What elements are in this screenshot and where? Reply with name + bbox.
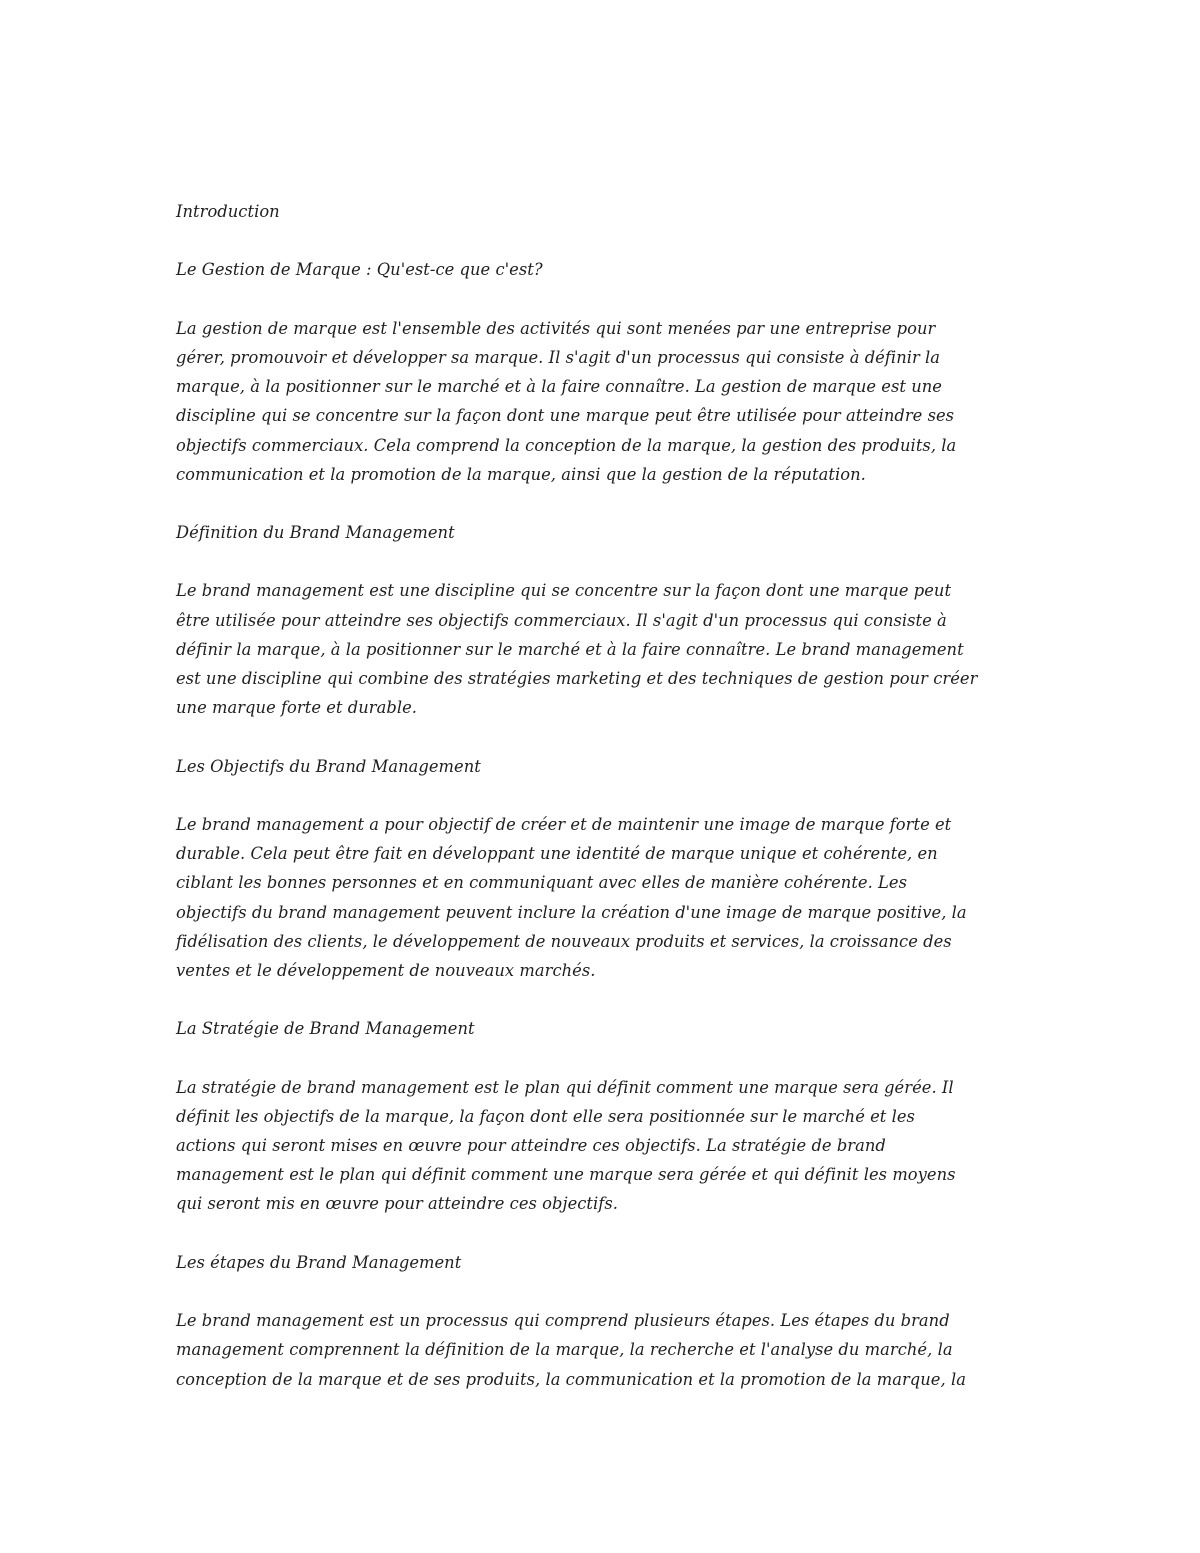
spacer [176,722,1026,751]
spacer [176,985,1026,1014]
paragraph-line: définit les objectifs de la marque, la façon dont elle sera positionnée sur le marché et les [176,1106,915,1126]
paragraph-line: une marque forte et durable. [176,698,417,718]
spacer [176,781,1026,810]
paragraph-line: objectifs du brand management peuvent inclure la création d'une image de marque positive, la [176,902,967,922]
section-heading: Le Gestion de Marque : Qu'est-ce que c'est? [176,260,543,280]
paragraph-line: définir la marque, à la positionner sur le marché et à la faire connaître. Le brand management [176,639,964,659]
paragraph-line: est une discipline qui combine des stratégies marketing et des techniques de gestion pour créer [176,669,978,688]
paragraph-line: gérer, promouvoir et développer sa marque. Il s'agit d'un processus qui consiste à définir la [176,347,941,367]
paragraph-line: être utilisée pour atteindre ses objectifs commerciaux. Il s'agit d'un processus qui consiste à [176,610,947,630]
spacer [176,1043,1026,1072]
paragraph-line: management est le plan qui définit comment une marque sera gérée et qui définit les moyens [176,1165,956,1185]
spacer [176,1219,1026,1248]
spacer [176,226,1026,255]
paragraph-line: La gestion de marque est l'ensemble des activités qui sont menées par une entreprise pour [176,318,936,338]
paragraph-line: Le brand management est un processus qui comprend plusieurs étapes. Les étapes du brand [176,1311,950,1331]
paragraph-line: qui seront mis en œuvre pour atteindre ces objectifs. [176,1194,618,1214]
paragraph-line: communication et la promotion de la marque, ainsi que la gestion de la réputation. [176,464,866,484]
paragraph-line: discipline qui se concentre sur la façon dont une marque peut être utilisée pour atteindre ses [176,406,955,426]
spacer [176,285,1026,314]
spacer [176,547,1026,576]
section-heading: Les Objectifs du Brand Management [176,756,481,776]
paragraph-line: objectifs commerciaux. Cela comprend la conception de la marque, la gestion des produits, la [176,435,957,455]
paragraph-line: ventes et le développement de nouveaux marchés. [176,960,596,980]
paragraph-line: Le brand management est une discipline qui se concentre sur la façon dont une marque peut [176,581,952,601]
intro-heading: Introduction [176,202,280,221]
section-heading: Définition du Brand Management [176,523,455,543]
paragraph-line: marque, à la positionner sur le marché et à la faire connaître. La gestion de marque est une [176,377,942,397]
document-body [176,197,1026,1394]
section-heading: Les étapes du Brand Management [176,1252,462,1272]
section-heading: La Stratégie de Brand Management [176,1019,475,1039]
paragraph-line: durable. Cela peut être fait en développant une identité de marque unique et cohérente, en [176,844,938,864]
paragraph-line: ciblant les bonnes personnes et en communiquant avec elles de manière cohérente. Les [176,873,908,893]
paragraph-line: La stratégie de brand management est le plan qui définit comment une marque sera gérée. Il [176,1077,954,1097]
paragraph-line: conception de la marque et de ses produits, la communication et la promotion de la marque, la [176,1369,966,1389]
spacer [176,1277,1026,1306]
spacer [176,489,1026,518]
paragraph-line: Le brand management a pour objectif de créer et de maintenir une image de marque forte et [176,814,952,834]
paragraph-line: management comprennent la définition de la marque, la recherche et l'analyse du marché, la [176,1340,953,1360]
paragraph-line: actions qui seront mises en œuvre pour atteindre ces objectifs. La stratégie de brand [176,1136,886,1155]
paragraph-line: fidélisation des clients, le développement de nouveaux produits et services, la croissance des [176,931,952,951]
